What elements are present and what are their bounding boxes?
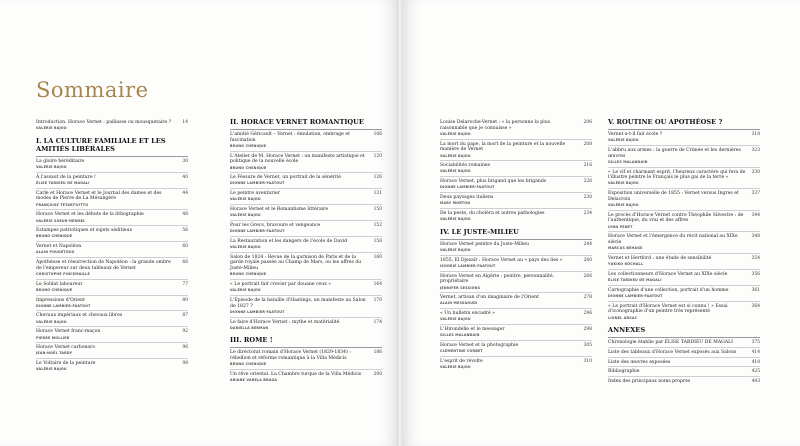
toc-entry-text xyxy=(608,191,750,209)
toc-entry-title: Vernet a-t-il fait école ? xyxy=(608,132,663,137)
toc-entry[interactable] xyxy=(230,279,382,295)
toc-entry-text xyxy=(608,148,750,166)
toc-entry-page-number: 443 xyxy=(751,379,760,385)
section-heading: V. ROUTINE OU APOTHÉOSE ? xyxy=(608,118,723,126)
toc-entry-author: LYNN PENET xyxy=(608,224,633,229)
toc-entry-page-number: 216 xyxy=(583,163,592,169)
toc-entry-title: Chronologie établie par ÉLISE TARDIEU DE MAGALI xyxy=(608,340,733,346)
toc-entry-text xyxy=(36,329,178,341)
toc-entry-text xyxy=(36,191,178,209)
toc-entry[interactable] xyxy=(440,208,592,224)
toc-entry-title: Horace Vernet et les débuts de la lithographie xyxy=(36,212,144,218)
toc-entry[interactable] xyxy=(608,337,760,347)
toc-entry[interactable] xyxy=(36,310,188,326)
section-heading: III. ROME ! xyxy=(230,336,273,345)
toc-entry-author: VALÉRIE BAJOU xyxy=(36,126,67,131)
toc-entry-author: CHRISTOPHE PINCEMAILLE xyxy=(36,271,90,276)
toc-entry-author: ISOORIE LAMBIER-FAATOUT xyxy=(440,263,496,268)
toc-entry-author: BRUNO CHENIQUE xyxy=(36,234,73,239)
toc-entry-page-number: 354 xyxy=(751,255,760,261)
toc-entry-text xyxy=(440,258,582,270)
section-heading: IV. LE JUSTE-MILIEU xyxy=(440,227,519,236)
toc-entry-title: Horace Vernet, plus brigand que les brigands xyxy=(440,179,547,185)
toc-entry-author: VALÉRIE BAJOU xyxy=(440,365,471,370)
toc-entry-title: Introduction. Horace Vernet : paillasse ou mousquetaire ? xyxy=(36,120,172,125)
toc-entry[interactable] xyxy=(608,210,760,232)
toc-entry-author: ARIANE VARELA BRAGA xyxy=(230,378,278,383)
toc-entry-text xyxy=(36,260,178,278)
toc-entry-text xyxy=(230,175,372,187)
toc-entry-title: « Le portrait d'Horace Vernet est si connu ! » Essai d'iconographie d'un peintre très représenté xyxy=(608,303,728,315)
section-heading: ANNEXES xyxy=(608,326,646,335)
toc-entry-title: La Restauration et les dangers de l'école de David xyxy=(230,238,348,244)
toc-entry-page-number: 164 xyxy=(373,282,382,288)
toc-entry-title: Horace Vernet et le Romantisme littéraire xyxy=(230,207,329,213)
toc-entry-page-number: 87 xyxy=(182,313,188,319)
toc-entry-title: De la peste, du choléra et autres pathologies xyxy=(440,210,545,216)
toc-entry[interactable] xyxy=(230,252,382,279)
toc-entry[interactable] xyxy=(440,271,592,293)
toc-entry-author: PIERRE MOLLIER xyxy=(36,335,70,340)
toc-entry[interactable] xyxy=(608,357,760,367)
toc-entry-page-number: 330 xyxy=(751,169,760,175)
toc-entry-title: Estampes patriotiques et sujets séditieux xyxy=(36,228,133,234)
toc-entry-author: VALÉRIE BAJOU xyxy=(230,213,261,218)
toc-entry[interactable] xyxy=(608,188,760,210)
toc-entry-page-number: 174 xyxy=(373,319,382,325)
toc-entry-page-number: 234 xyxy=(583,210,592,216)
toc-entry-author: DANIELLA BERMAN xyxy=(230,325,269,330)
toc-entry-text xyxy=(608,132,750,144)
toc-entry[interactable] xyxy=(36,257,188,279)
toc-entry-title: Salon de 1824 : Revue de la garnison de Paris et de la garde royale passée au Champ de Mars, ou les affres du Juste-Milieu xyxy=(230,254,362,272)
toc-entry-author: VALÉRIE BAJOU xyxy=(230,288,261,293)
toc-entry-text xyxy=(440,311,582,323)
toc-entry-author: GILLES MALANDAIN xyxy=(440,333,480,338)
toc-entry[interactable] xyxy=(608,366,760,376)
toc-entry-text xyxy=(36,159,178,171)
toc-entry-author: MARCUS BEHAGE xyxy=(608,246,643,251)
toc-entry-page-number: 126 xyxy=(373,175,382,181)
toc-entry[interactable] xyxy=(36,188,188,210)
toc-entry-text xyxy=(36,244,178,256)
toc-entry-title: Index des principaux noms propres xyxy=(608,379,691,385)
toc-entry-text xyxy=(440,195,582,207)
toc-entry-text xyxy=(440,142,582,160)
toc-entry-title: Le procès d'Horace Vernet contre Théophile Silvestre : de l'authentique, du vrai et des affres xyxy=(608,212,744,224)
toc-entry[interactable] xyxy=(36,295,188,311)
toc-entry-page-number: 323 xyxy=(751,147,760,153)
toc-entry[interactable] xyxy=(36,225,188,241)
toc-entry-title: « Le portrait fait crevier par douane ceux » xyxy=(230,282,332,288)
toc-entry[interactable] xyxy=(230,295,382,317)
toc-entry-page-number: 158 xyxy=(373,238,382,244)
toc-entry[interactable] xyxy=(36,156,188,172)
toc-entry[interactable] xyxy=(230,317,382,333)
toc-entry-text xyxy=(608,213,750,231)
toc-entry-page-number: 40 xyxy=(182,174,188,180)
toc-entry-page-number: 337 xyxy=(751,191,760,197)
toc-entry-text xyxy=(440,359,582,371)
toc-entry-text xyxy=(36,212,178,224)
toc-entry-title: Deux paysages italiens xyxy=(440,195,494,201)
toc-entry-page-number: 230 xyxy=(583,195,592,201)
toc-entry[interactable] xyxy=(440,356,592,372)
toc-entry-page-number: 361 xyxy=(751,287,760,293)
toc-entry-author: VALÉRIE BAJOU xyxy=(440,169,471,174)
toc-entry-text xyxy=(230,207,372,219)
toc-entry-page-number: 80 xyxy=(182,297,188,303)
toc-entry-text xyxy=(230,239,372,251)
toc-entry-author: BRUNO CHENIQUE xyxy=(230,143,267,148)
toc-entry-author: JENNIFER SESSIONS xyxy=(440,285,481,290)
toc-entry[interactable] xyxy=(608,253,760,269)
toc-entry-author: DIONNE LAMBIER-FAATOUT xyxy=(440,185,495,190)
toc-entry-author: DIONNE LAMBIER-FAATOUT xyxy=(230,309,285,314)
toc-entry-text xyxy=(608,379,750,385)
page-title: Sommaire xyxy=(36,78,149,102)
toc-entry-text xyxy=(230,223,372,235)
toc-entry[interactable] xyxy=(440,324,592,340)
toc-entry-author: BRUNO CHENIQUE xyxy=(230,165,267,170)
toc-entry-page-number: 425 xyxy=(751,369,760,375)
toc-entry-title: Sociabilités romaines xyxy=(440,163,490,169)
toc-entry[interactable] xyxy=(440,192,592,208)
toc-entry-author: BRUNO CHENIQUE xyxy=(230,362,267,367)
toc-entry-author: DIONNE LAMBIER-FAATOUT xyxy=(230,229,285,234)
toc-entry-title: Horace Vernet peintre du Juste-Milieu xyxy=(440,241,529,247)
toc-entry-author: VALÉRIE BAJOU xyxy=(440,153,471,158)
right-page xyxy=(402,0,800,446)
toc-entry-title: Les collectionneurs d'Horace Vernet au XIXe siècle xyxy=(608,271,728,277)
toc-entry-text xyxy=(36,120,178,132)
toc-entry-title: L'amitié Géricault – Vernet : émulation, ombrage et fascination xyxy=(230,132,350,143)
toc-entry-title: L'esprit de révolte xyxy=(440,358,483,364)
toc-entry-page-number: 260 xyxy=(583,257,592,263)
toc-entry-text xyxy=(36,313,178,325)
toc-entry-title: La gloire héréditaire xyxy=(36,158,85,164)
toc-entry-author: JEAN-NOËL TARDY xyxy=(36,351,73,356)
toc-entry-text xyxy=(608,234,750,252)
toc-entry-page-number: 278 xyxy=(583,295,592,301)
toc-entry-page-number: 244 xyxy=(583,241,592,247)
toc-entry-title: Impressions d'Orient xyxy=(36,297,85,303)
toc-entry[interactable] xyxy=(230,220,382,236)
toc-entry-text xyxy=(608,340,750,346)
toc-entry-title: « Le vif et charmant esprit, l'heureux caractère qui fera de l'illustre peintre le Français le plus gai de la terre » xyxy=(608,169,746,181)
toc-entry-page-number: 106 xyxy=(373,132,382,137)
toc-entry-title: Liste des tableaux d'Horace Vernet exposés aux Salons xyxy=(608,349,737,355)
toc-entry-text xyxy=(440,295,582,307)
toc-entry[interactable] xyxy=(440,292,592,308)
toc-entry-page-number: 56 xyxy=(182,228,188,234)
toc-entry-text xyxy=(608,369,750,375)
toc-entry-title: Horace Vernet et la photographie xyxy=(440,342,519,348)
toc-entry-title: Cartographie d'une collection, portrait d'un homme xyxy=(608,287,729,293)
toc-entry[interactable] xyxy=(36,342,188,358)
toc-entry-author: CLÉMENTINE CORBET xyxy=(440,349,483,354)
toc-entry-text xyxy=(440,343,582,355)
toc-entry-page-number: 200 xyxy=(373,372,382,378)
toc-entry-title: L'Épisode de la bataille d'Hastings, un manifeste au Salon de 1827 ? xyxy=(230,297,366,309)
toc-entry-text xyxy=(608,288,750,300)
toc-entry[interactable] xyxy=(440,160,592,176)
toc-entry-page-number: 92 xyxy=(182,329,188,335)
toc-entry-page-number: 150 xyxy=(373,207,382,213)
toc-entry-title: Bibliographie xyxy=(608,369,640,375)
toc-entry[interactable] xyxy=(36,209,188,225)
toc-entry-title: L'Atelier de M. Horace Vernet : un manifeste artistique et politique de la nouvelle école xyxy=(230,153,365,165)
toc-entry-author: DIONNE LAMBIER-FAATOUT xyxy=(36,303,91,308)
toc-entry[interactable] xyxy=(608,129,760,145)
toc-entry-text xyxy=(230,154,372,172)
toc-entry-text xyxy=(230,298,372,316)
toc-entry-text xyxy=(36,175,178,187)
toc-entry-title: Le Voltaire de la peinture xyxy=(36,361,96,367)
toc-entry-page-number: 60 xyxy=(182,244,188,250)
toc-entry-text xyxy=(440,120,582,138)
toc-entry-author: BRUNO CHENIQUE xyxy=(230,272,267,277)
toc-entry[interactable] xyxy=(230,129,382,151)
toc-entry-page-number: 14 xyxy=(182,120,188,125)
toc-entry-title: Un rêve oriental. La Chambre turque de la Villa Médicis xyxy=(230,372,362,378)
toc-entry[interactable] xyxy=(440,239,592,255)
toc-entry-page-number: 296 xyxy=(583,311,592,317)
toc-entry-text xyxy=(608,170,750,188)
toc-entry-title: Horace Vernet et l'émergence du récit national au XIXe siècle xyxy=(608,234,738,246)
toc-entry-text xyxy=(608,272,750,284)
toc-entry-text xyxy=(36,228,178,240)
toc-entry-page-number: 77 xyxy=(182,281,188,287)
toc-entry-title: Vernet, artisan d'un imaginaire de l'Orient xyxy=(440,295,539,301)
toc-entry-page-number: 298 xyxy=(583,327,592,333)
toc-entry-page-number: 414 xyxy=(751,349,760,355)
toc-entry-text xyxy=(440,179,582,191)
toc-entry-title: Louise Delaroche-Vernet : « la personne la plus raisonnable que je connaisse » xyxy=(440,120,551,131)
toc-entry-author: VALÉRIE BAJOU xyxy=(440,248,471,253)
toc-entry[interactable] xyxy=(36,358,188,374)
toc-entry[interactable] xyxy=(230,369,382,385)
toc-entry-page-number: 318 xyxy=(751,132,760,137)
toc-entry-author: VALÉRIE BAJOU xyxy=(36,165,67,170)
toc-entry-author: ALAIN MESSAOUDI xyxy=(440,301,478,306)
toc-entry-page-number: 66 xyxy=(182,260,188,266)
toc-entry[interactable] xyxy=(230,204,382,220)
toc-column-3 xyxy=(440,118,592,372)
toc-entry-page-number: 206 xyxy=(583,120,592,125)
toc-entry-text xyxy=(230,372,372,384)
toc-entry-text xyxy=(36,282,178,294)
toc-entry-text xyxy=(230,282,372,294)
toc-entry-text xyxy=(440,163,582,175)
toc-entry[interactable] xyxy=(230,236,382,252)
toc-entry[interactable] xyxy=(440,340,592,356)
toc-entry[interactable] xyxy=(230,172,382,188)
toc-entry-author: DIONNE LAMBIER-FAATOUT xyxy=(608,293,663,298)
toc-entry[interactable] xyxy=(608,376,760,386)
toc-entry-text xyxy=(440,211,582,223)
toc-column-4 xyxy=(608,118,760,386)
toc-entry-author: GILLES MALANDAIN xyxy=(608,159,648,164)
toc-entry[interactable] xyxy=(36,118,188,133)
toc-entry-page-number: 170 xyxy=(373,297,382,303)
toc-entry-author: VALÉRIE BAJOU xyxy=(608,181,639,186)
toc-entry-text xyxy=(36,361,178,373)
toc-entry-author: BRUNO CHENIQUE xyxy=(36,287,73,292)
section-heading: II. HORACE VERNET ROMANTIQUE xyxy=(230,118,364,126)
toc-column-2 xyxy=(230,118,382,385)
toc-entry-page-number: 375 xyxy=(751,340,760,346)
toc-entry-page-number: 48 xyxy=(182,212,188,218)
toc-entry-text xyxy=(230,255,372,278)
toc-entry[interactable] xyxy=(608,145,760,167)
toc-entry-page-number: 305 xyxy=(583,342,592,348)
toc-entry-title: Pour les Grecs, bravoure et vengeance xyxy=(230,222,321,228)
toc-entry-author: FRANÇOISE TÉTART-VITTU xyxy=(36,202,89,207)
toc-entry-page-number: 266 xyxy=(583,273,592,279)
toc-entry-text xyxy=(608,256,750,268)
toc-entry-page-number: 364 xyxy=(751,303,760,309)
toc-entry[interactable] xyxy=(608,167,760,189)
toc-entry-author: ÉLISE TARDIEU DE MAGALI xyxy=(608,278,662,283)
toc-entry-author: VALÉRIE SUEUR-HERMEL xyxy=(36,218,86,223)
toc-entry-page-number: 120 xyxy=(373,153,382,159)
toc-entry[interactable] xyxy=(440,176,592,192)
toc-entry-text xyxy=(440,242,582,254)
toc-entry[interactable] xyxy=(440,308,592,324)
toc-entry-page-number: 160 xyxy=(373,254,382,260)
toc-entry[interactable] xyxy=(608,285,760,301)
toc-entry-title: Vernet et Hertford : une étude de sensibilité xyxy=(608,255,712,261)
toc-entry[interactable] xyxy=(36,172,188,188)
toc-entry-title: Exposition universelle de 1855 : Vernet versus Ingres et Delacroix xyxy=(608,191,739,202)
toc-entry-page-number: 356 xyxy=(751,271,760,277)
toc-entry-title: Horace Vernet carbonaro xyxy=(36,345,96,351)
toc-entry-author: VALÉRIE BAJOU xyxy=(440,317,471,322)
toc-entry-text xyxy=(608,350,750,356)
toc-entry[interactable] xyxy=(230,347,382,369)
toc-entry-title: Le faire d'Horace Vernet : mythe et matérialité xyxy=(230,319,340,325)
toc-entry[interactable] xyxy=(608,269,760,285)
toc-entry-page-number: 152 xyxy=(373,222,382,228)
toc-entry-author: VALÉRIE BAJOU xyxy=(608,138,639,143)
toc-entry-author: MARY MORTON xyxy=(440,201,471,206)
toc-entry[interactable] xyxy=(440,118,592,139)
toc-entry-title: Le Soldat laboureur xyxy=(36,281,83,287)
toc-entry-page-number: 226 xyxy=(583,179,592,185)
left-page xyxy=(0,0,398,446)
toc-entry[interactable] xyxy=(440,139,592,161)
toc-entry-page-number: 418 xyxy=(751,359,760,365)
toc-entry-page-number: 186 xyxy=(373,350,382,356)
toc-entry-page-number: 208 xyxy=(583,141,592,147)
toc-entry-title: Vernet et Napoléon xyxy=(36,244,82,250)
toc-entry-page-number: 96 xyxy=(182,345,188,351)
toc-entry-title: Horace Vernet en Algérie : peintre, personnalité, propriétaire xyxy=(440,273,555,285)
toc-entry-title: Le peintre aventurier xyxy=(230,191,280,197)
toc-entry[interactable] xyxy=(608,231,760,253)
toc-entry-title: Liste des œuvres exposées xyxy=(608,359,671,365)
toc-entry-author: VALÉRIE BAJOU xyxy=(230,245,261,250)
toc-entry-title: Le Féssure de Vernet, un portrait de la sénérité xyxy=(230,175,341,181)
toc-entry-page-number: 131 xyxy=(373,191,382,197)
toc-entry-author: LIONEL ARSAC xyxy=(608,315,638,320)
toc-entry-title: 1855, El Djezaïr : Horace Vernet au « pays des lies » xyxy=(440,257,563,263)
toc-entry-text xyxy=(230,320,372,332)
toc-entry-title: L'abbru aux armes : la guerre de Crimée et les dernières œuvres xyxy=(608,147,741,159)
toc-entry-author: ÉLISE TARDIEU DE MAGALI xyxy=(36,181,90,186)
toc-entry[interactable] xyxy=(230,188,382,204)
toc-entry-author: VALÉRIE BAJOU xyxy=(608,203,639,208)
toc-entry-title: Le directorat romain d'Horace Vernet (1829-1834) : rébellion et réforme romantique à la Villa Médicis xyxy=(230,350,351,362)
toc-entry-text xyxy=(36,298,178,310)
toc-entry-title: « Un bulletin encadré » xyxy=(440,311,495,317)
toc-entry[interactable] xyxy=(230,151,382,173)
toc-entry-title: Apothéose et résurrection de Napoléon : la grande ombre de l'empereur sur deux tableaux de Vernet xyxy=(36,260,171,271)
toc-entry-author: YUKIKO KOCHALL xyxy=(608,262,644,267)
toc-entry[interactable] xyxy=(440,255,592,271)
toc-entry-title: Horace Vernet franc-maçon xyxy=(36,329,101,335)
toc-entry-text xyxy=(440,274,582,292)
toc-entry-page-number: 98 xyxy=(182,361,188,367)
toc-entry-title: Carle et Horace Vernet et le Journal des dames et des modes de Pierre de La Mésangère xyxy=(36,190,162,202)
toc-entry-text xyxy=(608,304,750,322)
toc-entry-page-number: 44 xyxy=(182,190,188,196)
toc-entry-text xyxy=(230,191,372,203)
toc-entry-title: L'Hirondelle et le messager xyxy=(440,327,505,333)
toc-entry-author: VALÉRIE BAJOU xyxy=(230,197,261,202)
toc-entry-author: ALAIN POUGETOUX xyxy=(36,250,75,255)
section-heading: I. LA CULTURE FAMILIALE ET LES AMITIÉS LIBÉRALES xyxy=(36,136,166,153)
toc-entry-title: La mort du pape, la mort de la peinture et la nouvelle manière de Vernet xyxy=(440,141,566,153)
toc-entry-text xyxy=(230,350,372,368)
toc-entry-text xyxy=(230,132,372,150)
toc-entry-author: VALÉRIE BAJOU xyxy=(36,367,67,372)
toc-entry-title: À l'assaut de la peinture ! xyxy=(36,174,96,180)
toc-entry-title: Chevaux impériaux et chevaux libres xyxy=(36,313,123,319)
toc-entry-author: VALÉRIE BAJOU xyxy=(440,217,471,222)
toc-entry-text xyxy=(36,345,178,357)
toc-column-1 xyxy=(36,118,188,374)
toc-entry-author: VALÉRIE BAJOU xyxy=(440,131,471,136)
toc-entry[interactable] xyxy=(608,347,760,357)
toc-entry-text xyxy=(440,327,582,339)
toc-entry-page-number: 344 xyxy=(751,212,760,218)
toc-entry[interactable] xyxy=(36,279,188,295)
toc-entry[interactable] xyxy=(608,301,760,323)
toc-entry-page-number: 348 xyxy=(751,234,760,240)
toc-entry-page-number: 30 xyxy=(182,158,188,164)
toc-entry-text xyxy=(608,360,750,366)
toc-entry-author: DIONNE LAMBIER-FAATOUT xyxy=(230,181,285,186)
toc-entry[interactable] xyxy=(36,241,188,257)
toc-entry-author: VALÉRIE BAJOU xyxy=(36,319,67,324)
toc-entry[interactable] xyxy=(36,326,188,342)
toc-entry-page-number: 310 xyxy=(583,358,592,364)
